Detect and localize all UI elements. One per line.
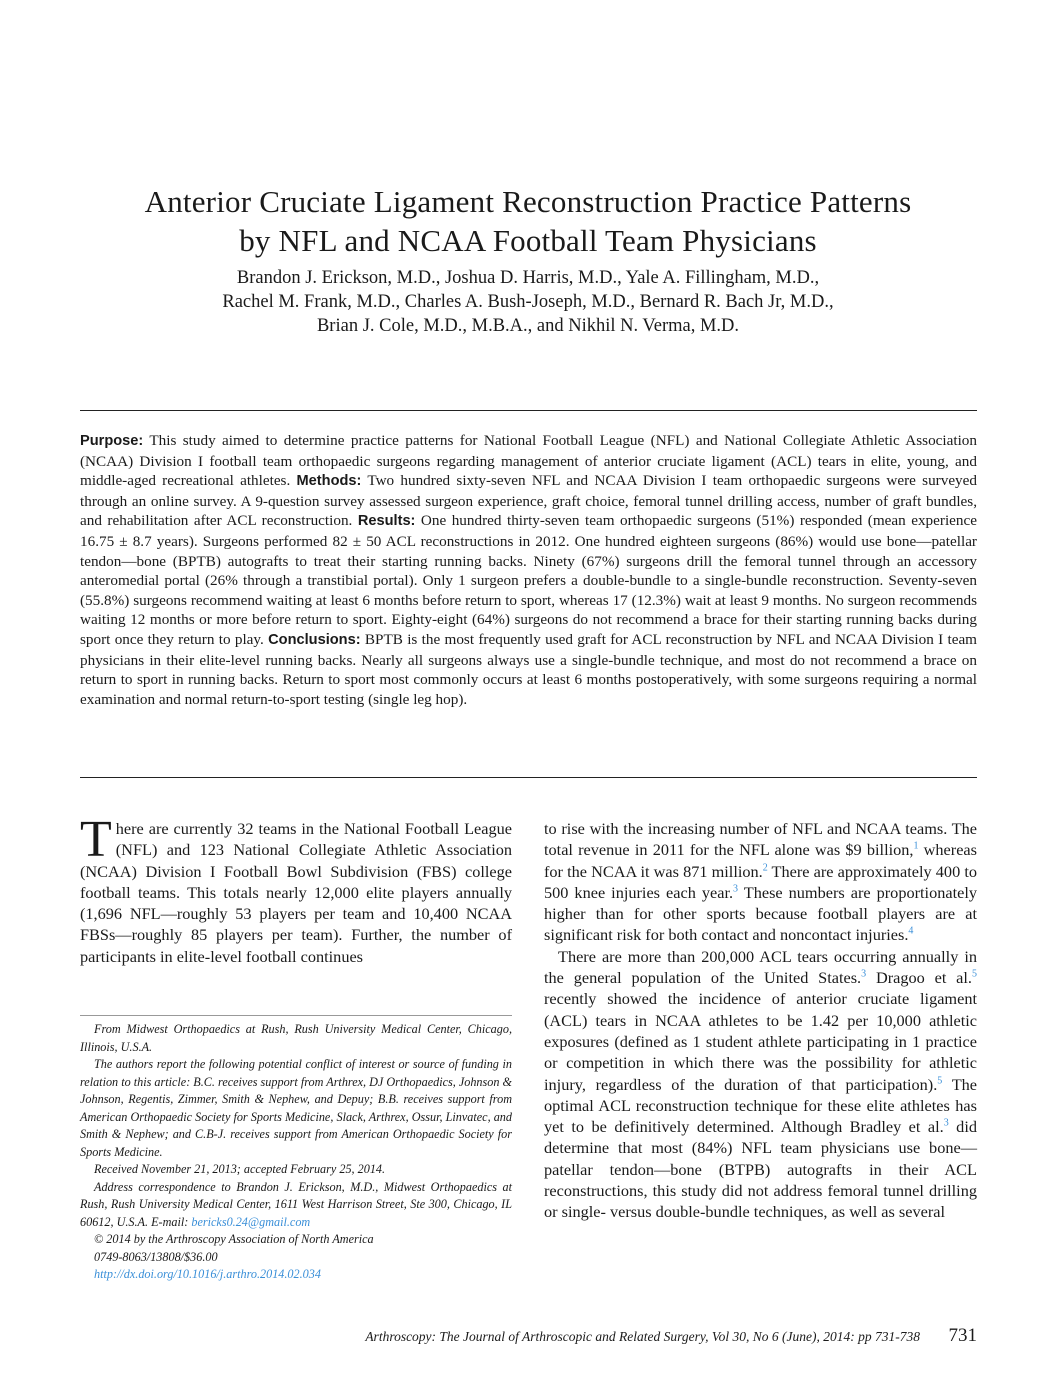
conclusions-label: Conclusions: bbox=[268, 631, 361, 648]
footnotes bbox=[80, 1021, 512, 1284]
title-line-2: by NFL and NCAA Football Team Physicians bbox=[239, 223, 817, 258]
journal-citation-footer: Arthroscopy: The Journal of Arthroscopic and Related Surgery, Vol 30, No 6 (June), 2014: pp 731-738 bbox=[365, 1329, 920, 1344]
paragraph-continued bbox=[544, 818, 977, 946]
abstract bbox=[80, 431, 977, 709]
results-text: One hundred thirty-seven team orthopaedic surgeons (51%) responded (mean experience 16.75 ± 8.7 years). Surgeons performed 82 ± 50 ACL reconstructions in 2012. One hundred eighteen surgeons (86%) would use bone—patellar tendon—bone (BPTB) autografts to treat their starting running backs. Ninety (67%) surgeons drill the femoral tunnel through an accessory anteromedial portal (26% through a transtibial portal). Only 1 surgeon prefers a double-bundle to a single-bundle reconstruction. Seventy-seven (55.8%) surgeons recommend waiting at least 6 months before return to sport, whereas 17 (12.3%) wait at least 9 months. No surgeon recommends waiting 12 months or more before return to sport. Eighty-eight (64%) surgeons do not recommend a brace for their starting running backs during sport once they return to play. bbox=[80, 512, 977, 648]
p1-text-a: to rise with the increasing number of NFL and NCAA teams. The total revenue in 2011 for the NFL alone was $9 billion, bbox=[544, 819, 977, 860]
citation-ref[interactable]: 1 bbox=[913, 840, 919, 852]
title-line-1: Anterior Cruciate Ligament Reconstruction Practice Patterns bbox=[144, 184, 912, 219]
citation-ref[interactable]: 4 bbox=[908, 926, 914, 938]
p2-text-b: Dragoo et al. bbox=[866, 968, 972, 988]
authors-line-2: Rachel M. Frank, M.D., Charles A. Bush-Joseph, M.D., Bernard R. Bach Jr, M.D., bbox=[222, 292, 834, 312]
citation-ref[interactable]: 3 bbox=[861, 968, 867, 980]
citation-ref[interactable]: 2 bbox=[762, 862, 768, 874]
body-column-right bbox=[544, 818, 977, 1223]
doi-link[interactable]: http://dx.doi.org/10.1016/j.arthro.2014.02.034 bbox=[94, 1267, 321, 1281]
purpose-label: Purpose: bbox=[80, 433, 144, 449]
results-label: Results: bbox=[357, 513, 416, 530]
footnote-address bbox=[80, 1179, 512, 1232]
article-title bbox=[80, 182, 976, 260]
abstract-top-rule bbox=[80, 410, 977, 411]
page-number: 731 bbox=[948, 1325, 977, 1346]
authors-line-3: Brian J. Cole, M.D., M.B.A., and Nikhil N. Verma, M.D. bbox=[316, 316, 740, 336]
methods-text: Two hundred sixty-seven NFL and NCAA Division I team orthopaedic surgeons were surveyed through an online survey. A 9-question survey assessed surgeon experience, graft choice, femoral tunnel drilling access, number of graft bundles, and rehabilitation after ACL reconstruction. bbox=[80, 472, 977, 530]
abstract-bottom-rule bbox=[80, 777, 977, 778]
p2-text-d: The optimal ACL reconstruction technique for these elite athletes has yet to be definitively determined. Although Bradley et al. bbox=[544, 1074, 978, 1137]
p1-text-c: There are approximately 400 to 500 knee injuries each year. bbox=[544, 861, 977, 902]
drop-cap: T bbox=[80, 811, 112, 868]
conclusions-text: BPTB is the most frequently used graft for ACL reconstruction by NFL and NCAA Division I team physicians in their elite-level running backs. Nearly all surgeons always use a single-bundle technique, and most do not recommend a brace on return to sport in running backs. Return to sport most commonly occurs at least 6 months postoperatively, with some surgeons requiring a normal examination and normal return-to-sport testing (single leg hop). bbox=[80, 630, 977, 708]
footnote-conflict: The authors report the following potential conflict of interest or source of funding in relation to this article: B.C. receives support from Arthrex, DJ Orthopaedics, Johnson & Johnson, Regentis, Zimmer, Smith & Nephew, and Depuy; B.B. receives support from American Orthopaedic Society for Sports Medicine, Slack, Arthrex, Ossur, Linvatec, and Smith & Nephew; and C.B-J. receives support from American Orthopaedic Society for Sports Medicine. bbox=[80, 1057, 512, 1159]
footnote-doi bbox=[80, 1266, 512, 1284]
intro-text: here are currently 32 teams in the National Football League (NFL) and 123 National Collegiate Athletic Association (NCAA) Division I Football Bowl Subdivision (FBS) college football teams. This totals nearly 12,000 elite players annually (1,696 NFL—roughly 53 players per team and 10,400 NCAA FBSs—roughly 85 players per team). Further, the number of participants in elite-level football continues bbox=[80, 819, 512, 966]
intro-paragraph bbox=[80, 811, 512, 967]
citation-ref[interactable]: 3 bbox=[733, 883, 739, 895]
footnote-received: Received November 21, 2013; accepted February 25, 2014. bbox=[94, 1162, 386, 1176]
authors-line-1: Brandon J. Erickson, M.D., Joshua D. Harris, M.D., Yale A. Fillingham, M.D., bbox=[236, 268, 820, 288]
p2-text-a: There are more than 200,000 ACL tears occurring annually in the general population of the United States. bbox=[544, 946, 977, 988]
email-link[interactable]: bericks0.24@gmail.com bbox=[191, 1214, 311, 1229]
p1-text-b: whereas for the NCAA it was 871 million. bbox=[544, 840, 977, 881]
author-list bbox=[80, 266, 976, 338]
p2-text-e: did determine that most (84%) NFL team physicians use bone—patellar tendon—bone (BTPB) autografts in their ACL reconstructions, this study did not address femoral tunnel drilling or single- versus double-bundle techniques, as well as several bbox=[544, 1117, 977, 1222]
footnote-rule bbox=[80, 1015, 512, 1016]
footnote-affiliation: From Midwest Orthopaedics at Rush, Rush University Medical Center, Chicago, Illinois, U.S.A. bbox=[80, 1022, 512, 1054]
body-column-left bbox=[80, 811, 512, 967]
methods-label: Methods: bbox=[296, 473, 362, 490]
address-text: Address correspondence to Brandon J. Erickson, M.D., Midwest Orthopaedics at Rush, Rush University Medical Center, 1611 West Harrison Street, Ste 300, Chicago, IL 60612, U.S.A. E-mail: bbox=[80, 1179, 512, 1229]
citation-ref[interactable]: 3 bbox=[943, 1117, 949, 1129]
footnote-issn: 0749-8063/13808/$36.00 bbox=[94, 1249, 218, 1264]
p2-text-c: recently showed the incidence of anterior cruciate ligament (ACL) tears in NCAA athletes to be 1.42 per 10,000 athletic exposures (defined as 1 student athlete participating in 1 practice or competition in which there was the possibility for athletic injury, regardless of the duration of that participation). bbox=[544, 989, 977, 1094]
citation-ref[interactable]: 5 bbox=[972, 968, 977, 980]
footnote-copyright: © 2014 by the Arthroscopy Association of North America bbox=[94, 1232, 374, 1246]
p1-text-d: These numbers are proportionately higher than for other sports because football players are at significant risk for both contact and noncontact injuries. bbox=[544, 882, 977, 945]
purpose-text: This study aimed to determine practice patterns for National Football League (NFL) and National Collegiate Athletic Association (NCAA) Division I football team orthopaedic surgeons regarding management of anterior cruciate ligament (ACL) tears in elite, young, and middle-aged recreational athletes. bbox=[80, 432, 977, 490]
paragraph-acl-tears bbox=[544, 946, 977, 1223]
citation-ref[interactable]: 5 bbox=[937, 1075, 943, 1087]
